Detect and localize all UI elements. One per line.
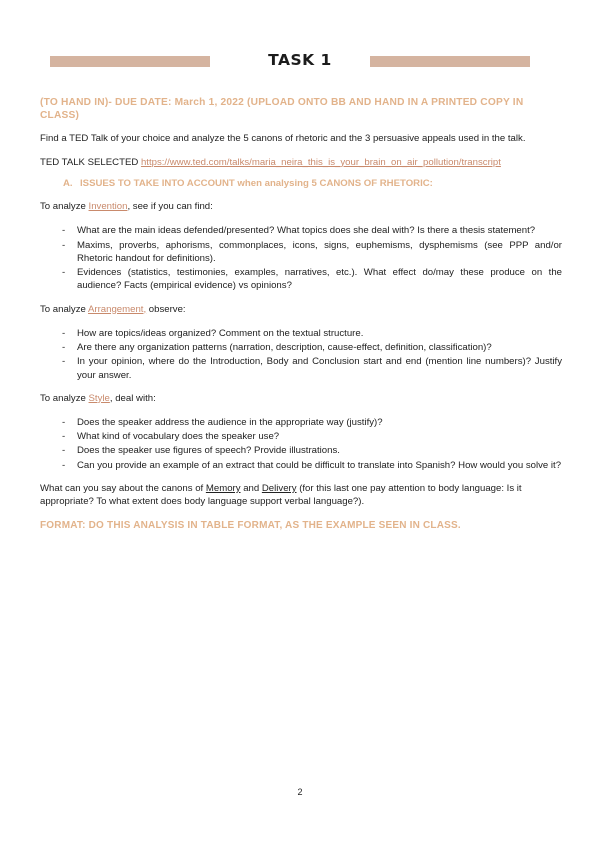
ted-talk-label: TED TALK SELECTED <box>40 156 139 168</box>
arrangement-suffix: observe: <box>146 303 186 315</box>
style-intro <box>40 392 562 405</box>
page-number: 2 <box>297 787 303 797</box>
invention-list <box>40 224 562 292</box>
style-link[interactable]: Style <box>88 392 110 404</box>
memory-delivery-and: and <box>240 482 262 494</box>
memory-delivery-text-2: (for this last one pay attention to body language: Is it appropriate? To what extent does body language support verbal language?). <box>40 482 522 508</box>
section-a-title: ISSUES TO TAKE INTO ACCOUNT when analysing 5 CANONS OF RHETORIC: <box>80 177 433 189</box>
invention-link[interactable]: Invention <box>88 201 128 213</box>
list-item: - Does the speaker address the audience in the appropriate way (justify)? <box>62 416 562 429</box>
delivery-term: Delivery <box>261 482 297 494</box>
memory-term: Memory <box>205 482 241 494</box>
list-item: - What kind of vocabulary does the speaker use? <box>62 430 562 443</box>
style-list <box>40 416 562 472</box>
list-item: - Evidences (statistics, testimonies, examples, narratives, etc.). What effect do/may these produce on the audience? Facts (empirical evidence) vs opinions? <box>62 266 562 292</box>
page-title: TASK 1 <box>268 51 332 69</box>
section-a-letter: A. <box>63 177 73 189</box>
style-prefix: To analyze <box>40 392 89 404</box>
intro-paragraph: Find a TED Talk of your choice and analyze the 5 canons of rhetoric and the 3 persuasive appeals used in the talk. <box>40 132 526 144</box>
list-item: - What are the main ideas defended/presented? What topics does she deal with? Is there a thesis statement? <box>62 224 562 237</box>
invention-intro <box>40 200 562 213</box>
list-item: - Can you provide an example of an extract that could be difficult to translate into Spanish? How would you solve it? <box>62 459 562 472</box>
ted-talk-link[interactable]: https://www.ted.com/talks/maria_neira_this_is_your_brain_on_air_pollution/transcript <box>140 156 501 168</box>
invention-prefix: To analyze <box>40 201 89 213</box>
arrangement-prefix: To analyze <box>40 303 89 315</box>
memory-delivery-paragraph <box>40 482 562 508</box>
format-instruction: FORMAT: DO THIS ANALYSIS IN TABLE FORMAT, AS THE EXAMPLE SEEN IN CLASS. <box>40 520 461 532</box>
arrangement-link[interactable]: Arrangement, <box>88 303 147 315</box>
list-item: - Are there any organization patterns (narration, description, cause-effect, definition, classification)? <box>62 341 562 354</box>
invention-suffix: , see if you can find: <box>127 201 213 213</box>
list-item: - Maxims, proverbs, aphorisms, commonplaces, icons, signs, euphemisms, dysphemisms (see PPP and/or Rhetoric handout for definitions). <box>62 239 562 265</box>
list-item: - In your opinion, where do the Introduction, Body and Conclusion start and end (mention line numbers)? Justify your answer. <box>62 355 562 381</box>
ted-talk-line <box>40 156 562 169</box>
due-date-line: (TO HAND IN)- DUE DATE: March 1, 2022 (UPLOAD ONTO BB AND HAND IN A PRINTED COPY IN CLASS) <box>40 97 524 122</box>
arrangement-list <box>40 327 562 382</box>
section-a-heading <box>63 177 562 190</box>
arrangement-intro <box>40 303 562 316</box>
style-suffix: , deal with: <box>109 392 156 404</box>
list-item: - How are topics/ideas organized? Comment on the textual structure. <box>62 327 562 340</box>
document-body <box>40 96 562 533</box>
memory-delivery-text-1: What can you say about the canons of <box>40 482 206 494</box>
list-item: - Does the speaker use figures of speech? Provide illustrations. <box>62 444 562 457</box>
